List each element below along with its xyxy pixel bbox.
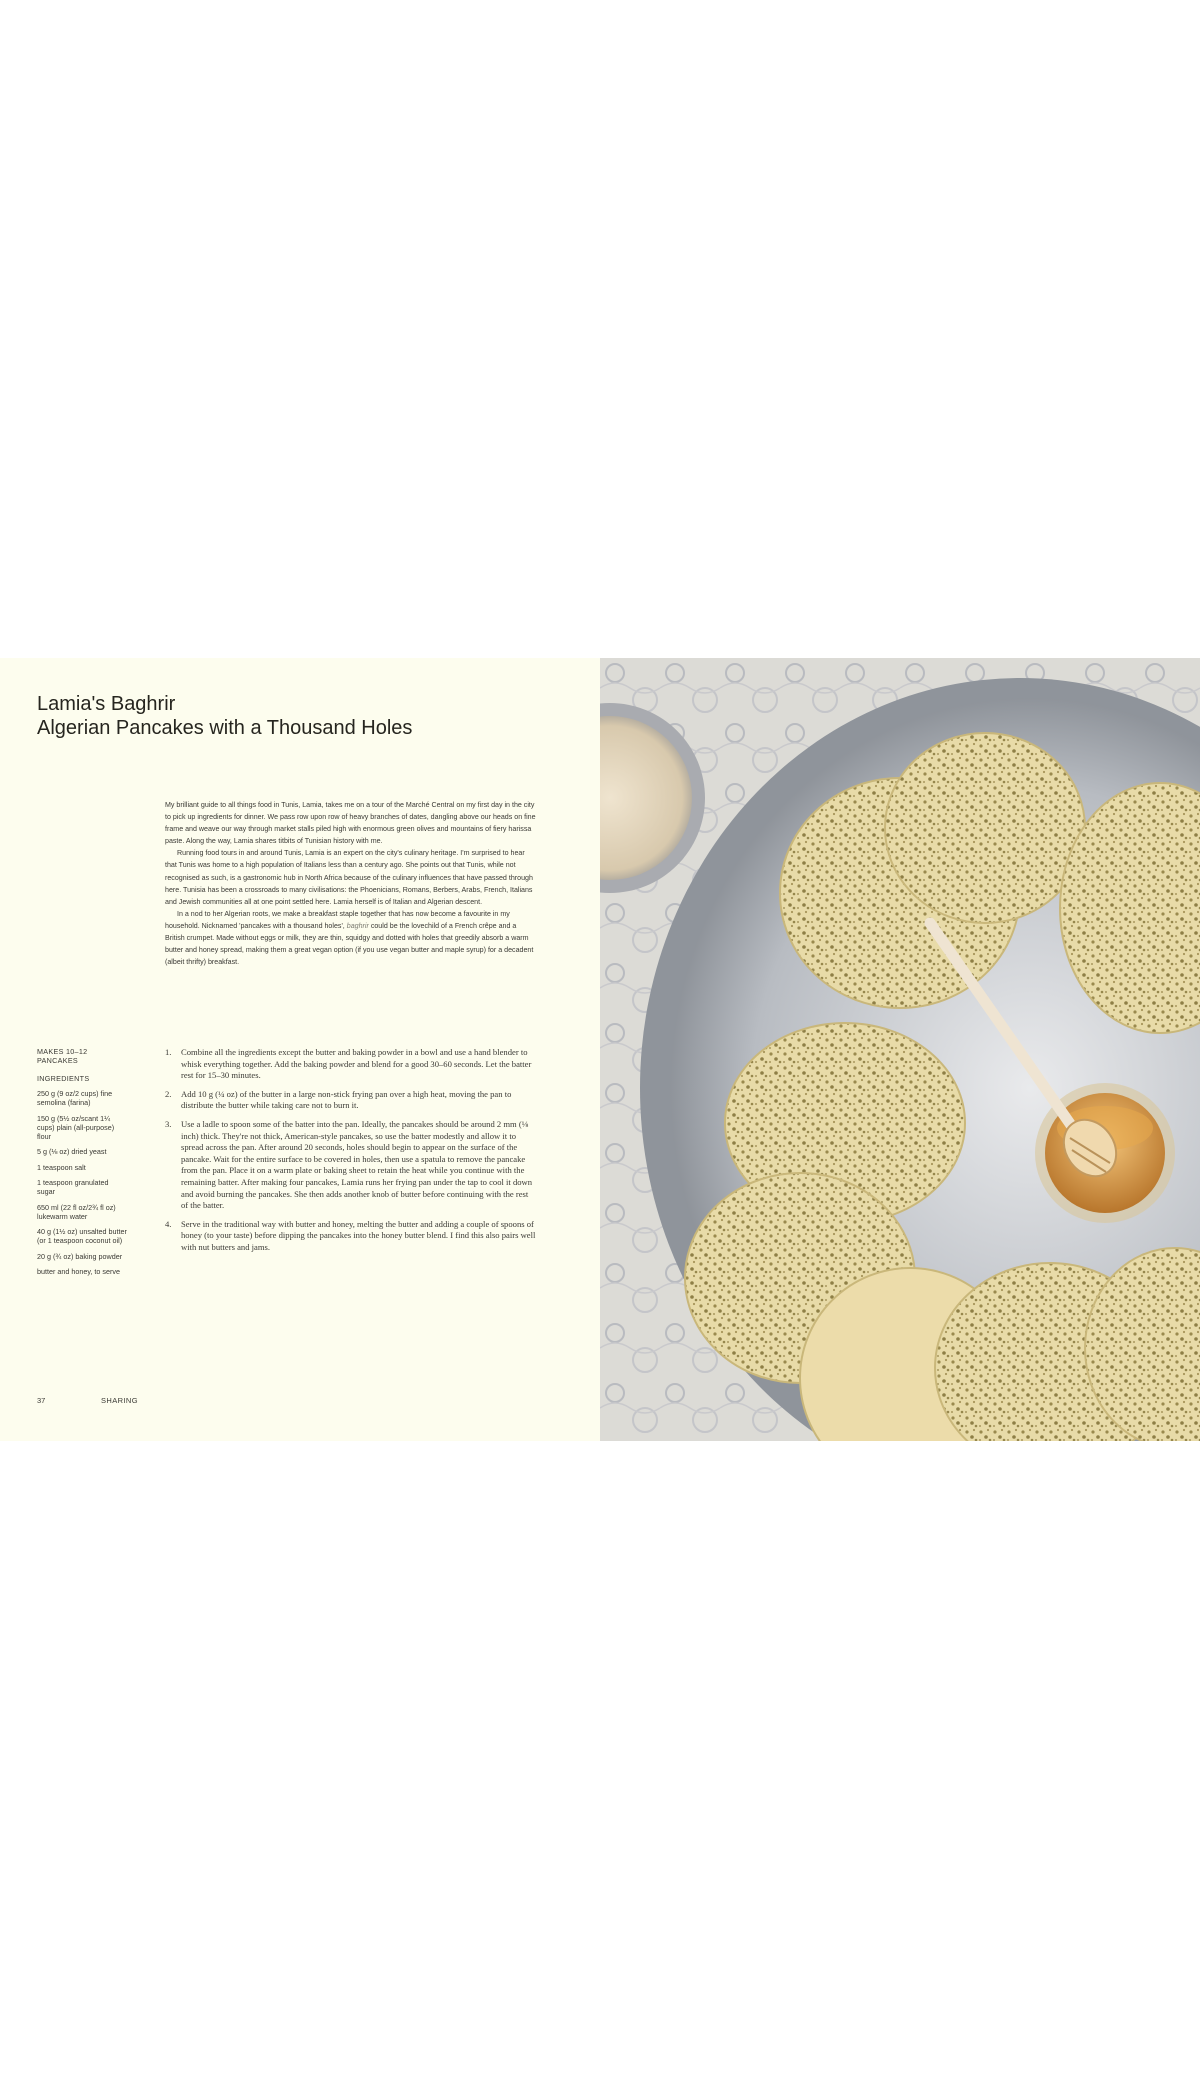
- ingredient-item: 40 g (1½ oz) unsalted butter (or 1 teaspoon coconut oil): [37, 1227, 127, 1245]
- step-text: Add 10 g (¼ oz) of the butter in a large non-stick frying pan over a high heat, moving the pan to distribute the butter while taking care not to burn it.: [181, 1088, 512, 1111]
- step-text: Serve in the traditional way with butter and honey, melting the butter and adding a couple of spoons of honey (to your taste) before dipping the pancakes into the honey butter blend. I find this also pairs well with nut butters and jams.: [181, 1218, 536, 1252]
- intro-paragraph-3-end: could be the lovechild of a French crêpe and a British crumpet. Made without eggs or milk, they are thin, squidgy and dotted with holes that greedily absorb a warm butter and honey spread, making them a great vegan option (if you use vegan butter and maple syrup) for a decadent (albeit thrifty) breakfast.: [165, 921, 534, 967]
- recipe-yield: MAKES 10–12 PANCAKES: [37, 1047, 88, 1065]
- ingredient-item: butter and honey, to serve: [37, 1267, 120, 1276]
- book-spread: [0, 658, 1200, 1441]
- recipe-subtitle: Algerian Pancakes with a Thousand Holes: [37, 717, 413, 739]
- recipe-title: Lamia's Baghrir: [37, 693, 176, 715]
- intro-paragraph-3-start: In a nod to her Algerian roots, we make a breakfast staple together that has now become a favourite in my household. Nicknamed 'pancakes with a thousand holes',: [165, 909, 510, 930]
- step-text: Use a ladle to spoon some of the batter into the pan. Ideally, the pancakes should be around 2 mm (⅛ inch) thick. They're not thick, American-style pancakes, so use the batter modestly and allow it to spread across the pan. After around 20 seconds, holes should begin to appear on the surface of the pancake. Wait for the entire surface to be covered in holes, then use a spatula to remove the pancake from the pan. Place it on a warm plate or baking sheet to retain the heat while you continue with the remaining batter. After making four pancakes, Lamia runs her frying pan under the tap to cool it down and avoid burning the pancakes. She then adds another knob of butter before continuing with the rest of the batter.: [181, 1118, 533, 1211]
- step-text: Combine all the ingredients except the butter and baking powder in a bowl and use a hand blender to whisk everything together. Add the baking powder and blend for a good 30–60 seconds. Let the batter rest for 15–30 minutes.: [181, 1047, 532, 1081]
- pancakes-photo: [600, 658, 1200, 1441]
- ingredient-item: 1 teaspoon granulated sugar: [37, 1178, 109, 1196]
- ingredients-column: [37, 1047, 127, 1283]
- ingredient-item: 150 g (5½ oz/scant 1¼ cups) plain (all-purpose) flour: [37, 1113, 115, 1141]
- intro-italic-term: baghrir: [346, 921, 369, 930]
- intro-paragraph-3: [165, 908, 537, 968]
- ingredient-item: 650 ml (22 fl oz/2¾ fl oz) lukewarm water: [37, 1202, 116, 1221]
- section-name: SHARING: [101, 1396, 138, 1405]
- ingredient-item: 1 teaspoon salt: [37, 1162, 86, 1172]
- step-number: 2.: [165, 1088, 172, 1099]
- ingredients-heading: INGREDIENTS: [37, 1074, 90, 1083]
- intro-paragraph-2: Running food tours in and around Tunis, Lamia is an expert on the city's culinary heritage. I'm surprised to hear that Tunis was home to a high population of Italians less than a century ago. She points out that Tunis, while not recognised as such, is a gastronomic hub in North Africa because of the culinary influences that have passed through here. Tunisia has been a crossroads to many civilisations: the Phoenicians, Romans, Berbers, Arabs, French, Italians and Jewish communities all at one point settled here. Lamia herself is of Italian and Algerian descent.: [165, 849, 533, 906]
- method-step: [165, 1047, 537, 1082]
- ingredient-item: 250 g (9 oz/2 cups) fine semolina (farina): [37, 1089, 113, 1107]
- method-steps: [165, 1047, 537, 1261]
- step-number: 3.: [165, 1118, 172, 1129]
- photo-page: [600, 658, 1200, 1441]
- method-step: [165, 1089, 537, 1112]
- intro-text: [165, 799, 537, 968]
- method-step: [165, 1219, 537, 1254]
- intro-paragraph-1: My brilliant guide to all things food in Tunis, Lamia, takes me on a tour of the Marché Central on my first day in the city to pick up ingredients for dinner. We pass row upon row of heavy branches of dates, dangling above our heads on fine frame and weave our way through market stalls piled high with enormous green olives and mountains of fiery harissa paste. Along the way, Lamia shares titbits of Tunisian history with me.: [165, 801, 536, 846]
- page-number: 37: [37, 1396, 46, 1405]
- ingredient-item: 20 g (¾ oz) baking powder: [37, 1251, 123, 1261]
- text-page: [0, 658, 600, 1441]
- ingredient-item: 5 g (⅛ oz) dried yeast: [37, 1147, 107, 1156]
- step-number: 4.: [165, 1218, 172, 1229]
- step-number: 1.: [165, 1047, 172, 1057]
- method-step: [165, 1119, 537, 1212]
